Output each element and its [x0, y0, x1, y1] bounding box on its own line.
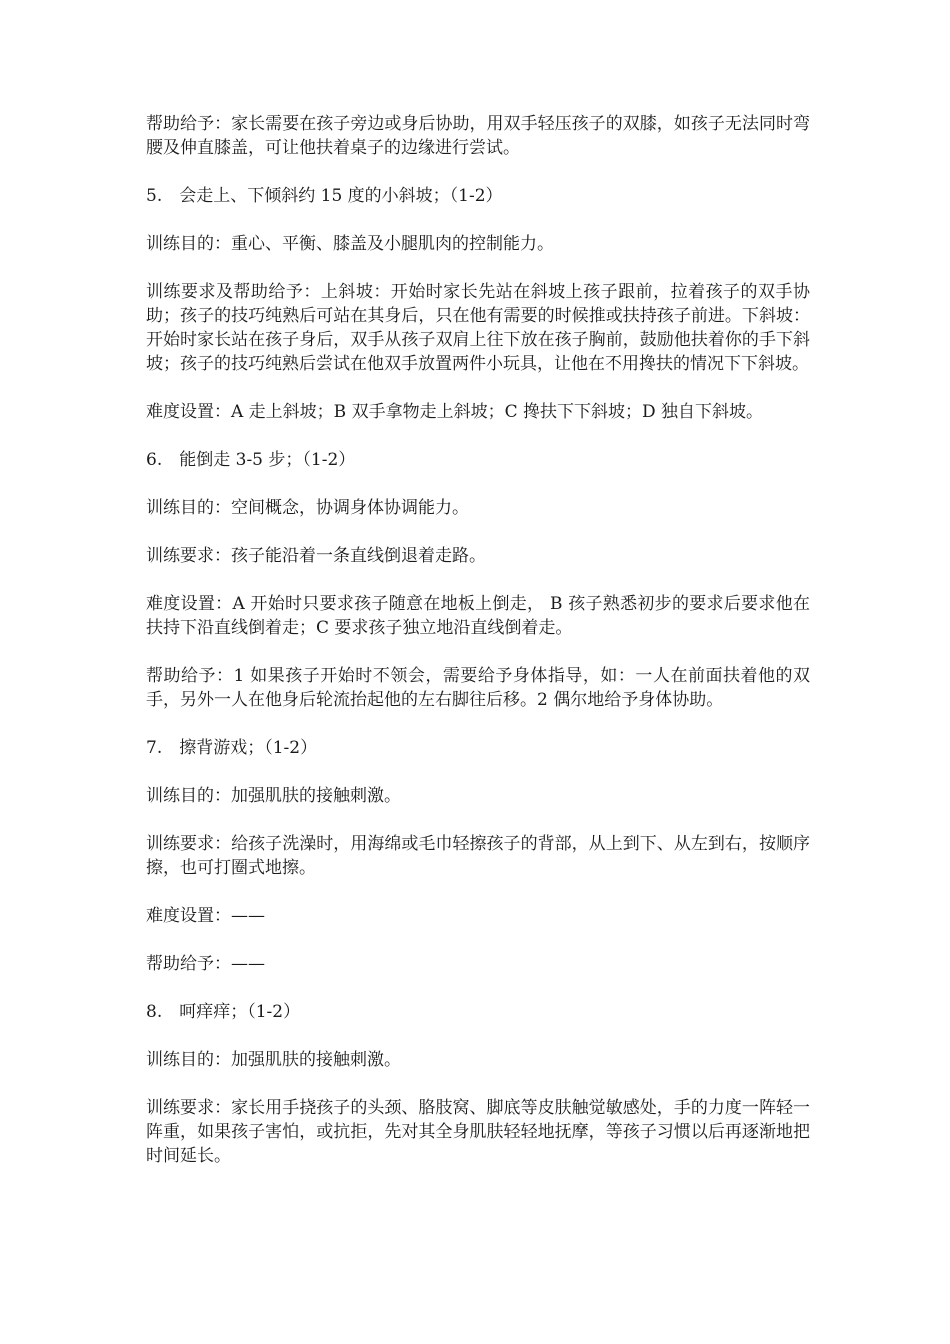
- paragraph-help-6: 帮助给予：1 如果孩子开始时不领会，需要给予身体指导，如：一人在前面扶着他的双手，另外一人在他身后轮流抬起他的左右脚往后移。2 偶尔地给予身体协助。: [146, 666, 810, 710]
- paragraph-requirement-6: 训练要求：孩子能沿着一条直线倒退着走路。: [146, 546, 486, 566]
- paragraph-help-1: 帮助给予：家长需要在孩子旁边或身后协助，用双手轻压孩子的双膝，如孩子无法同时弯腰及伸直膝盖，可让他扶着桌子的边缘进行尝试。: [146, 114, 810, 158]
- paragraph-difficulty-6: 难度设置：A 开始时只要求孩子随意在地板上倒走， B 孩子熟悉初步的要求后要求他在扶持下沿直线倒着走；C 要求孩子独立地沿直线倒着走。: [146, 594, 810, 638]
- paragraph-requirement-8: 训练要求：家长用手挠孩子的头颈、胳肢窝、脚底等皮肤触觉敏感处，手的力度一阵轻一阵重，如果孩子害怕，或抗拒，先对其全身肌肤轻轻地抚摩，等孩子习惯以后再逐渐地把时间延长。: [146, 1098, 810, 1166]
- paragraph-goal-7: 训练目的：加强肌肤的接触刺激。: [146, 786, 401, 806]
- paragraph-goal-8: 训练目的：加强肌肤的接触刺激。: [146, 1050, 401, 1070]
- paragraph-goal-5: 训练目的：重心、平衡、膝盖及小腿肌肉的控制能力。: [146, 234, 554, 254]
- section-heading-8: 8. 呵痒痒；（1-2）: [146, 1002, 301, 1022]
- paragraph-goal-6: 训练目的：空间概念，协调身体协调能力。: [146, 498, 469, 518]
- section-heading-5: 5. 会走上、下倾斜约 15 度的小斜坡；（1-2）: [146, 186, 503, 206]
- section-heading-6: 6. 能倒走 3-5 步；（1-2）: [146, 450, 356, 470]
- section-heading-7: 7. 擦背游戏；（1-2）: [146, 738, 318, 758]
- paragraph-requirement-7: 训练要求：给孩子洗澡时，用海绵或毛巾轻擦孩子的背部，从上到下、从左到右，按顺序擦，也可打圈式地擦。: [146, 834, 810, 878]
- document-body: [146, 112, 810, 1192]
- paragraph-difficulty-5: 难度设置：A 走上斜坡；B 双手拿物走上斜坡；C 搀扶下下斜坡；D 独自下斜坡。: [146, 402, 764, 422]
- paragraph-difficulty-7: 难度设置：——: [146, 906, 265, 926]
- paragraph-help-7: 帮助给予：——: [146, 954, 265, 974]
- paragraph-requirement-5: 训练要求及帮助给予：上斜坡：开始时家长先站在斜坡上孩子跟前，拉着孩子的双手协助；孩子的技巧纯熟后可站在其身后，只在他有需要的时候推或扶持孩子前进。下斜坡：开始时家长站在孩子身后，双手从孩子双肩上往下放在孩子胸前，鼓励他扶着你的手下斜坡；孩子的技巧纯熟后尝试在他双手放置两件小玩具，让他在不用搀扶的情况下下斜坡。: [146, 282, 810, 374]
